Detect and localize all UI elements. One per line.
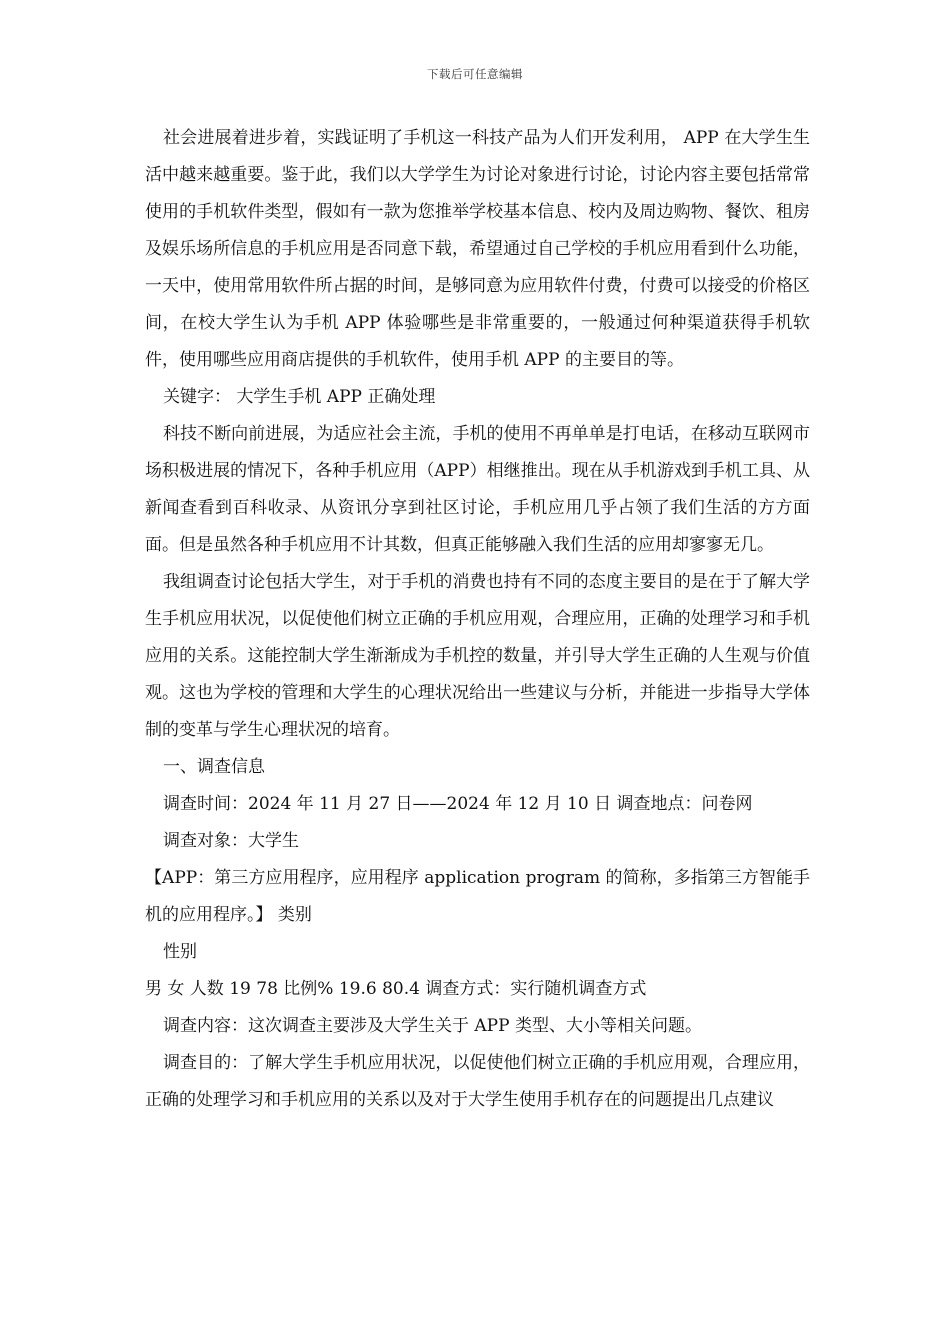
paragraph-intro: 社会进展着进步着，实践证明了手机这一科技产品为人们开发利用， APP 在大学生生活中越来越重要。鉴于此，我们以大学学生为讨论对象进行讨论，讨论内容主要包括常常使用的手机软件类型，假如有一款为您推举学校基本信息、校内及周边购物、餐饮、租房及娱乐场所信息的手机应用是否同意下载，希望通过自己学校的手机应用看到什么功能，一天中，使用常用软件所占据的时间，是够同意为应用软件付费，付费可以接受的价格区间，在校大学生认为手机 APP 体验哪些是非常重要的，一般通过何种渠道获得手机软件，使用哪些应用商店提供的手机软件，使用手机 APP 的主要目的等。: [145, 128, 810, 370]
paragraph-purpose: 我组调查讨论包括大学生，对于手机的消费也持有不同的态度主要目的是在于了解大学生手机应用状况，以促使他们树立正确的手机应用观，合理应用，正确的处理学习和手机应用的关系。这能控制大学生渐渐成为手机控的数量，并引导大学生正确的人生观与价值观。这也为学校的管理和大学生的心理状况给出一些建议与分析，并能进一步指导大学体制的变革与学生心理状况的培育。: [145, 572, 810, 740]
paragraph-gender: 性别: [163, 942, 197, 962]
paragraph-survey-content: 调查内容：这次调查主要涉及大学生关于 APP 类型、大小等相关问题。: [163, 1016, 702, 1036]
paragraph-gender-stats: 男 女 人数 19 78 比例% 19.6 80.4 调查方式：实行随机调查方式: [145, 979, 647, 999]
page-header: 下载后可任意编辑: [427, 67, 523, 81]
paragraph-survey-target: 调查对象：大学生: [163, 831, 299, 851]
paragraph-background: 科技不断向前进展，为适应社会主流，手机的使用不再单单是打电话，在移动互联网市场积极进展的情况下，各种手机应用（APP）相继推出。现在从手机游戏到手机工具、从新闻查看到百科收录、从资讯分享到社区讨论，手机应用几乎占领了我们生活的方方面面。但是虽然各种手机应用不计其数，但真正能够融入我们生活的应用却寥寥无几。: [145, 424, 810, 555]
section-heading-survey-info: 一、调查信息: [163, 757, 265, 777]
paragraph-survey-goal: 调查目的：了解大学生手机应用状况，以促使他们树立正确的手机应用观，合理应用，正确的处理学习和手机应用的关系以及对于大学生使用手机存在的问题提出几点建议: [145, 1053, 810, 1110]
paragraph-app-definition: 【APP：第三方应用程序，应用程序 application program 的简称，多指第三方智能手机的应用程序。】 类别: [145, 868, 810, 925]
paragraph-survey-time: 调查时间：2024 年 11 月 27 日——2024 年 12 月 10 日 调查地点：问卷网: [163, 794, 753, 814]
paragraph-keywords: 关键字： 大学生手机 APP 正确处理: [163, 387, 436, 407]
document-body: [145, 120, 810, 1119]
